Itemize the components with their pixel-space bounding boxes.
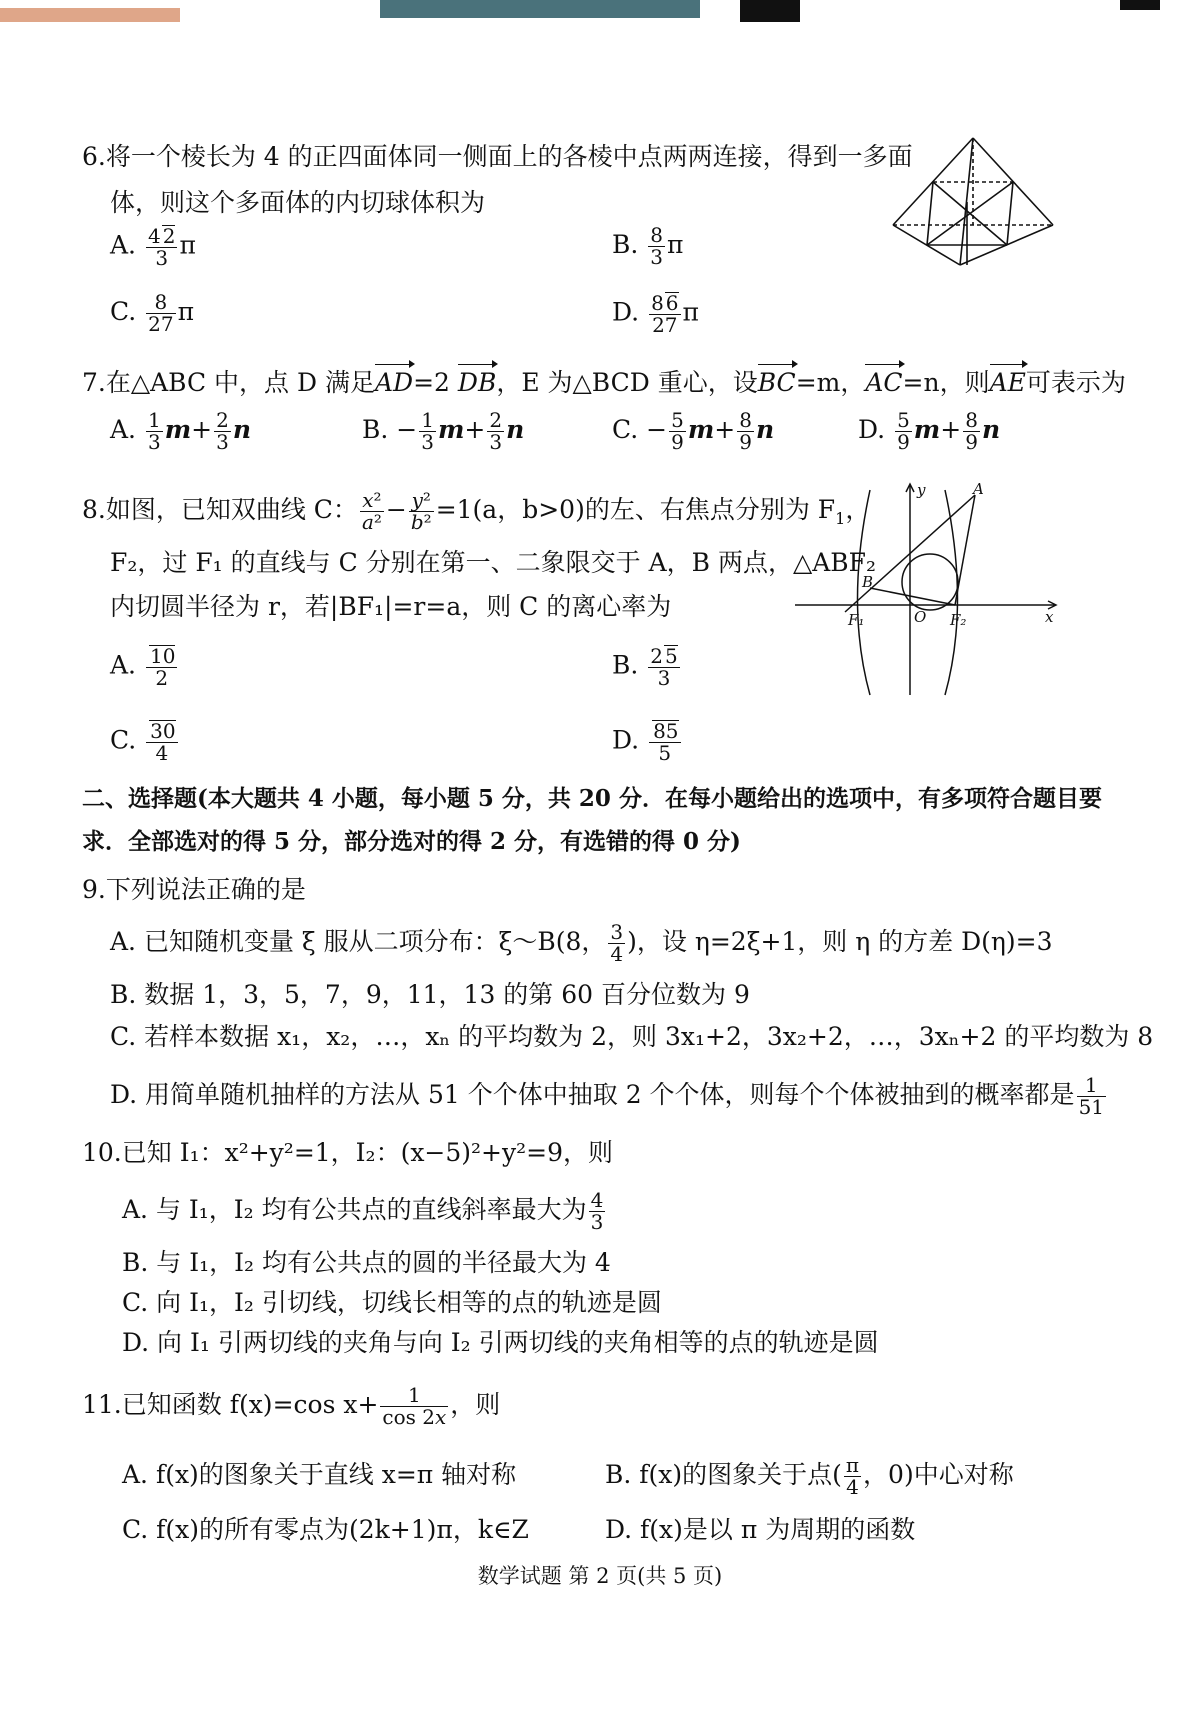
q8-option-b-label: B.: [612, 650, 639, 680]
q9-stem: 9.下列说法正确的是: [82, 875, 306, 904]
q6-option-d-label: D.: [612, 297, 640, 327]
q8-stem-line1: 8.如图，已知双曲线 C： $\frac{\text{x²}}{\text{a²}}$ − $\frac{\text{y²}}{\text{b²}}$ =1(a，b>0)的左、右焦点分别为 $F_1$，: [82, 488, 871, 534]
q10-stem: 10.已知 I₁：x²+y²=1，I₂：(x−5)²+y²=9，则: [82, 1138, 613, 1167]
vector-ad: AD: [374, 368, 414, 397]
q6-option-a-label: A.: [110, 230, 137, 260]
q9-option-d-text: D. 用简单随机抽样的方法从 51 个个体中抽取 2 个个体，则每个个体被抽到的概率都是: [110, 1080, 1075, 1109]
vector-bc: BC: [757, 368, 796, 397]
section2-line2: 求．全部选对的得 5 分，部分选对的得 2 分，有选错的得 0 分): [82, 828, 741, 855]
q10-option-a: A. 与 I₁，I₂ 均有公共点的直线斜率最大为 $\frac{4}{3}$: [122, 1188, 604, 1234]
page-footer: 数学试题 第 2 页(共 5 页): [477, 1564, 723, 1588]
q6-stem-line2: 体，则这个多面体的内切球体积为: [110, 188, 486, 217]
q7-stem: [82, 368, 1126, 398]
q8-stem1b: =1(a，b>0)的左、右焦点分别为 F: [435, 495, 836, 524]
q6-option-b-label: B.: [612, 230, 639, 259]
q11-stem: 11.已知函数 f(x)=cos x+ $\frac{1}{\cos 2x}$ ，则: [82, 1383, 501, 1429]
q7-option-c: C. − $\frac{5}{9}$ m+ $\frac{8}{9}$ n: [612, 408, 775, 454]
q7-option-c-label: C.: [612, 415, 639, 444]
q8-option-a: A. $\frac{10}{2}$: [110, 644, 176, 690]
q7-stem-f: 可表示为: [1025, 368, 1126, 397]
hyperbola-figure: [790, 480, 1065, 700]
q10-option-d: D. 向 I₁ 引两切线的夹角与向 I₂ 引两切线的夹角相等的点的轨迹是圆: [122, 1328, 879, 1357]
fig-label-b: B: [862, 573, 874, 591]
q9-option-c: C. 若样本数据 x₁，x₂，…，xₙ 的平均数为 2，则 3x₁+2，3x₂+2，…，3xₙ+2 的平均数为 8: [110, 1022, 1154, 1051]
q11-option-d: D. f(x)是以 π 为周期的函数: [605, 1515, 916, 1544]
fig-label-x: x: [1045, 608, 1054, 626]
q7-stem-e: =n，则: [902, 368, 990, 397]
fig-label-f2: F₂: [950, 611, 967, 629]
section2-line1: 二、选择题(本大题共 4 小题，每小题 5 分，共 20 分．在每小题给出的选项中，有多项符合题目要: [82, 785, 1102, 812]
q6-option-d: D. $\frac{8 6}{27}$ π: [612, 291, 699, 337]
q11-option-b-part1: B. f(x)的图象关于点(: [605, 1460, 842, 1489]
q10-option-b: B. 与 I₁，I₂ 均有公共点的圆的半径最大为 4: [122, 1248, 611, 1277]
q9-option-d: D. 用简单随机抽样的方法从 51 个个体中抽取 2 个个体，则每个个体被抽到的概率都是 $\frac{1}{51}$: [110, 1073, 1105, 1119]
fig-label-a: A: [973, 480, 984, 498]
fig-label-o: O: [914, 608, 927, 626]
q7-option-a: A. $\frac{1}{3}$ m+ $\frac{2}{3}$ n: [110, 408, 252, 454]
q7-option-d: D. $\frac{5}{9}$ m+ $\frac{8}{9}$ n: [858, 408, 1001, 454]
q8-stem-line3: 内切圆半径为 r，若|BF₁|=r=a，则 C 的离心率为: [110, 592, 672, 621]
q7-stem-d: =m，: [795, 368, 866, 397]
q7-option-d-label: D.: [858, 415, 886, 444]
scan-top-band: [0, 0, 1200, 30]
vector-ac: AC: [865, 368, 903, 397]
q11-stem-b: ，则: [450, 1390, 501, 1419]
q11-stem-a: 11.已知函数 f(x)=cos x+: [82, 1390, 379, 1419]
q6-option-a: A. $\frac{4 2}{3}$ π: [110, 224, 196, 270]
q11-option-b: B. f(x)的图象关于点( $\frac{\pi}{4}$ ，0)中心对称: [605, 1453, 1014, 1499]
q7-stem-a: 7.在△ABC 中，点 D 满足: [82, 368, 375, 397]
q6-option-c: C. $\frac{8}{27}$ π: [110, 290, 195, 336]
q8-option-c-label: C.: [110, 725, 137, 755]
q8-stem-line2: F₂，过 F₁ 的直线与 C 分别在第一、二象限交于 A，B 两点，△ABF₂: [110, 548, 876, 577]
tetrahedron-figure: [885, 130, 1060, 295]
q11-option-a: A. f(x)的图象关于直线 x=π 轴对称: [122, 1460, 517, 1489]
q8-option-b: B. $\frac{2 5}{3}$: [612, 644, 678, 690]
fig-label-y: y: [917, 481, 926, 499]
q7-option-a-label: A.: [110, 415, 137, 444]
q8-option-a-label: A.: [110, 650, 137, 680]
q7-option-b: B. − $\frac{1}{3}$ m+ $\frac{2}{3}$ n: [362, 408, 525, 454]
q7-option-b-label: B.: [362, 415, 389, 444]
q9-option-b: B. 数据 1，3，5，7，9，11，13 的第 60 百分位数为 9: [110, 980, 750, 1009]
q6-option-c-label: C.: [110, 297, 137, 326]
q10-option-a-text: A. 与 I₁，I₂ 均有公共点的直线斜率最大为: [122, 1195, 587, 1224]
q10-option-c: C. 向 I₁，I₂ 引切线，切线长相等的点的轨迹是圆: [122, 1288, 662, 1317]
q9-option-a-part1: A. 已知随机变量 ξ 服从二项分布：ξ～B(8，: [110, 927, 607, 956]
vector-db: DB: [457, 368, 497, 397]
q9-option-a-part2: )，设 η=2ξ+1，则 η 的方差 D(η)=3: [627, 927, 1053, 956]
vector-ae: AE: [989, 368, 1026, 397]
q11-option-c: C. f(x)的所有零点为(2k+1)π，k∈Z: [122, 1515, 529, 1544]
q8-option-d: D. $\frac{85}{5}$: [612, 719, 679, 765]
q8-option-c: C. $\frac{30}{4}$: [110, 719, 176, 765]
q8-option-d-label: D.: [612, 725, 640, 755]
q6-stem-line1: 6.将一个棱长为 4 的正四面体同一侧面上的各棱中点两两连接，得到一多面: [82, 142, 913, 171]
q6-option-b: B. $\frac{8}{3}$ π: [612, 223, 684, 269]
q7-stem-b: =2: [413, 368, 450, 397]
q9-option-a: A. 已知随机变量 ξ 服从二项分布：ξ～B(8， $\frac{3}{4}$ )，设 η=2ξ+1，则 η 的方差 D(η)=3: [110, 920, 1053, 966]
fig-label-f1: F₁: [848, 611, 865, 629]
q11-option-b-part2: ，0)中心对称: [863, 1460, 1014, 1489]
q8-stem1a: 8.如图，已知双曲线 C：: [82, 495, 358, 524]
q7-stem-c: ，E 为△BCD 重心，设: [496, 368, 758, 397]
